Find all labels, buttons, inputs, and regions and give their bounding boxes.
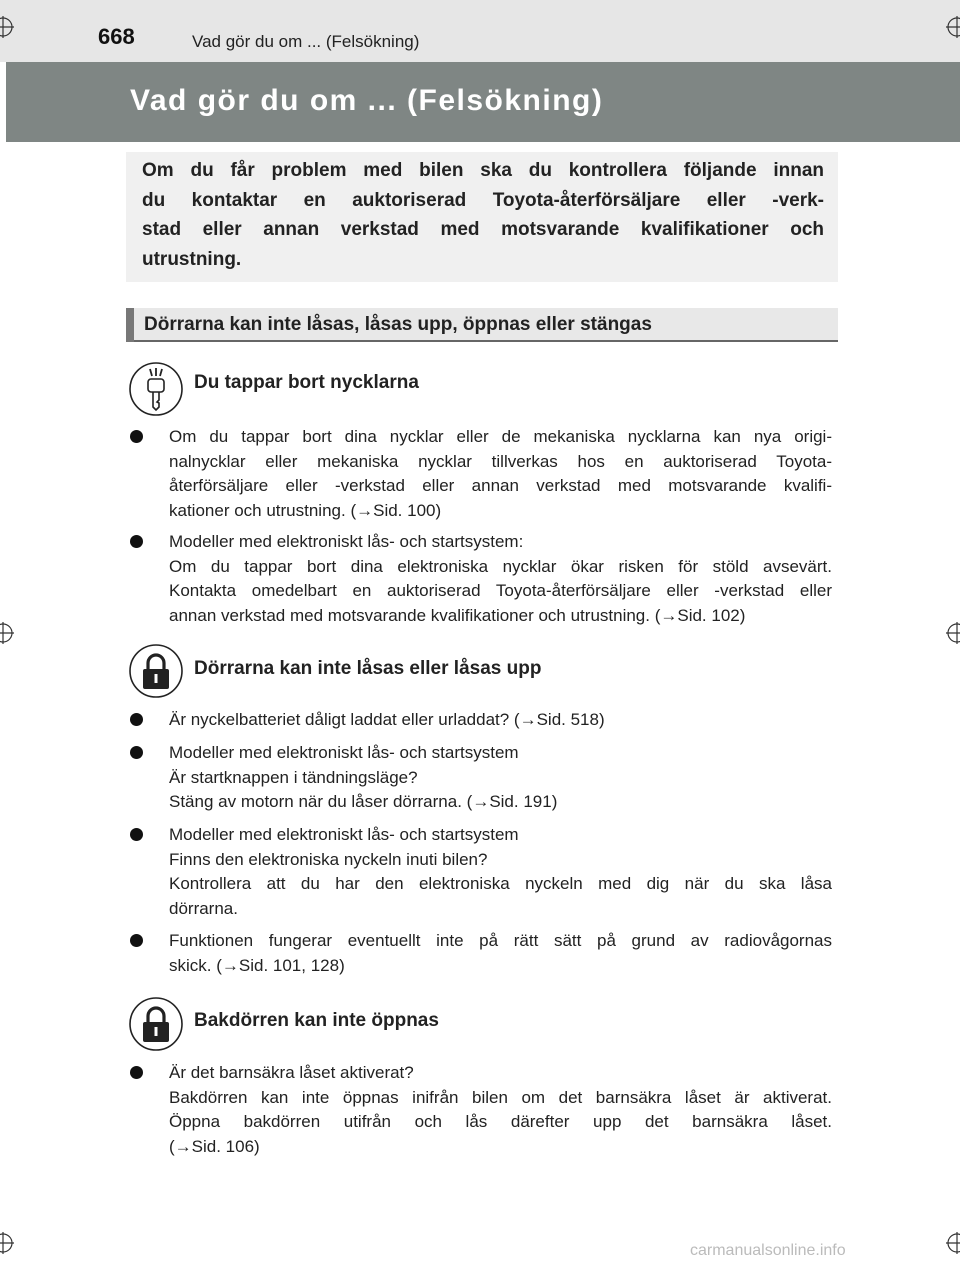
bullet-dot	[130, 535, 143, 548]
padlock-icon	[128, 643, 184, 699]
subsection-title-lost-keys: Du tappar bort nycklarna	[194, 372, 419, 393]
list-item: Funktionen fungerar eventuellt inte på rätt sätt på grund av radiovågornas skick. (→Sid. 101, 128)	[126, 929, 832, 978]
bullet-dot	[130, 1066, 143, 1079]
registration-mark-icon	[0, 16, 14, 38]
intro-text: Om du får problem med bilen ska du kontrollera följande innan du kontaktar en auktoriserad Toyota-återförsäljare eller -verk- stad eller annan verkstad med motsvarande kvalifikationer och utrustning.	[142, 160, 824, 270]
footer-watermark: carmanualsonline.info	[690, 1242, 846, 1259]
registration-mark-icon	[0, 1232, 14, 1254]
page-number: 668	[98, 24, 135, 49]
padlock-icon	[128, 996, 184, 1052]
list-item: Modeller med elektroniskt lås- och startsystem: Om du tappar bort dina elektroniska nycklar ökar risken för stöld avsevärt. Kontakta omedelbart en auktoriserad Toyota-återförsäljare eller -verkstad eller annan verkstad med motsvarande kvalifikationer och utrustning. (→Sid. 102)	[126, 530, 832, 628]
registration-mark-icon	[946, 622, 960, 644]
page-title: Vad gör du om ... (Felsökning)	[130, 84, 604, 117]
list-item: Är nyckelbatteriet dåligt laddat eller urladdat? (→Sid. 518)	[126, 708, 832, 733]
intro-box	[126, 152, 838, 282]
key-icon	[128, 361, 184, 417]
section-heading	[126, 308, 838, 342]
bullet-dot	[130, 828, 143, 841]
bullet-dot	[130, 746, 143, 759]
bullet-dot	[130, 934, 143, 947]
subsection-title-doors-lock: Dörrarna kan inte låsas eller låsas upp	[194, 658, 542, 679]
registration-mark-icon	[0, 622, 14, 644]
section-heading-text: Dörrarna kan inte låsas, låsas upp, öppnas eller stängas	[144, 314, 652, 335]
bullet-dot	[130, 430, 143, 443]
registration-mark-icon	[946, 16, 960, 38]
header-band	[0, 0, 960, 62]
bullet-dot	[130, 713, 143, 726]
list-item: Är det barnsäkra låset aktiverat? Bakdörren kan inte öppnas inifrån bilen om det barnsäkra låset är aktiverat. Öppna bakdörren utifrån och lås därefter upp det barnsäkra låset. (→Sid. 106)	[126, 1061, 832, 1159]
list-item: Modeller med elektroniskt lås- och startsystem Är startknappen i tändningsläge? Stäng av motorn när du låser dörrarna. (→Sid. 191)	[126, 741, 832, 815]
list-item: Om du tappar bort dina nycklar eller de mekaniska nycklarna kan nya origi- nalnycklar eller mekaniska nycklar tillverkas hos en auktoriserad Toyota- återförsäljare eller -verkstad eller annan verkstad med motsvarande kvalifi- kationer och utrustning. (→Sid. 100)	[126, 425, 832, 523]
list-item: Modeller med elektroniskt lås- och startsystem Finns den elektroniska nyckeln inuti bilen? Kontrollera att du har den elektroniska nyckeln med dig när du ska låsa dörrarna.	[126, 823, 832, 921]
running-title: Vad gör du om ... (Felsökning)	[192, 32, 420, 51]
registration-mark-icon	[946, 1232, 960, 1254]
section-stripe	[126, 308, 134, 342]
subsection-title-back-door: Bakdörren kan inte öppnas	[194, 1010, 439, 1031]
